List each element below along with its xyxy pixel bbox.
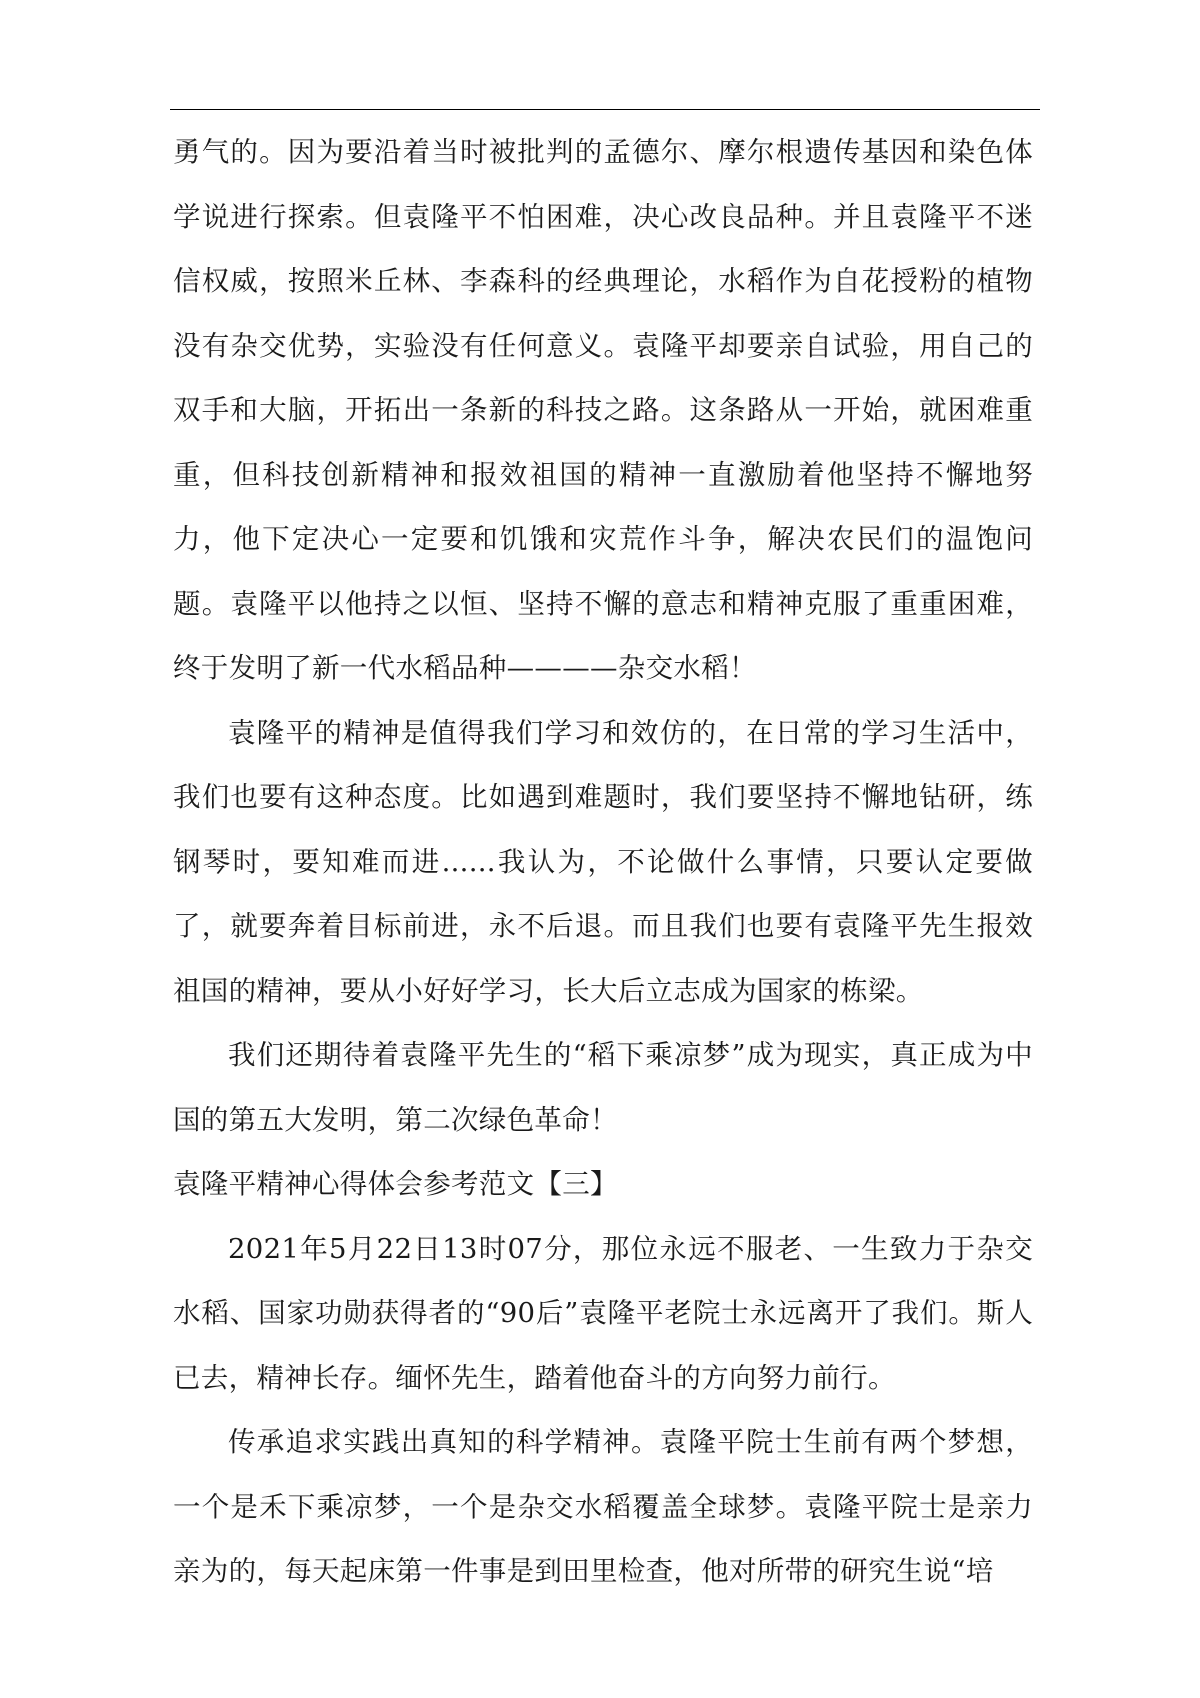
paragraph-learning-spirit: 袁隆平的精神是值得我们学习和效仿的，在日常的学习生活中，我们也要有这种态度。比如遇到难题时，我们要坚持不懈地钻研，练钢琴时，要知难而进......我认为，不论做什么事情，只要认定要做了，就要奔着目标前进，永不后退。而且我们也要有袁隆平先生报效祖国的精神，要从小好好学习，长大后立志成为国家的栋梁。: [173, 716, 1033, 1007]
paragraph-dream: 我们还期待着袁隆平先生的“稻下乘凉梦”成为现实，真正成为中国的第五大发明，第二次绿色革命！: [173, 1039, 1033, 1136]
header-rule: [170, 109, 1040, 110]
section-heading: 袁隆平精神心得体会参考范文【三】: [173, 1168, 618, 1200]
paragraph-continuation: 勇气的。因为要沿着当时被批判的孟德尔、摩尔根遗传基因和染色体学说进行探索。但袁隆平不怕困难，决心改良品种。并且袁隆平不迷信权威，按照米丘林、李森科的经典理论，水稻作为自花授粉的植物没有杂交优势，实验没有任何意义。袁隆平却要亲自试验，用自己的双手和大脑，开拓出一条新的科技之路。这条路从一开始，就困难重重，但科技创新精神和报效祖国的精神一直激励着他坚持不懈地努力，他下定决心一定要和饥饿和灾荒作斗争，解决农民们的温饱问题。袁隆平以他持之以恒、坚持不懈的意志和精神克服了重重困难，终于发明了新一代水稻品种————杂交水稻！: [173, 136, 1033, 684]
document-body: [173, 120, 1033, 1604]
paragraph-memorial: 2021年5月22日13时07分，那位永远不服老、一生致力于杂交水稻、国家功勋获得者的“90后”袁隆平老院士永远离开了我们。斯人已去，精神长存。缅怀先生，踏着他奋斗的方向努力前行。: [173, 1232, 1033, 1394]
paragraph-science-spirit: 传承追求实践出真知的科学精神。袁隆平院士生前有两个梦想，一个是禾下乘凉梦，一个是杂交水稻覆盖全球梦。袁隆平院士是亲力亲为的，每天起床第一件事是到田里检查，他对所带的研究生说“培: [173, 1426, 1033, 1587]
